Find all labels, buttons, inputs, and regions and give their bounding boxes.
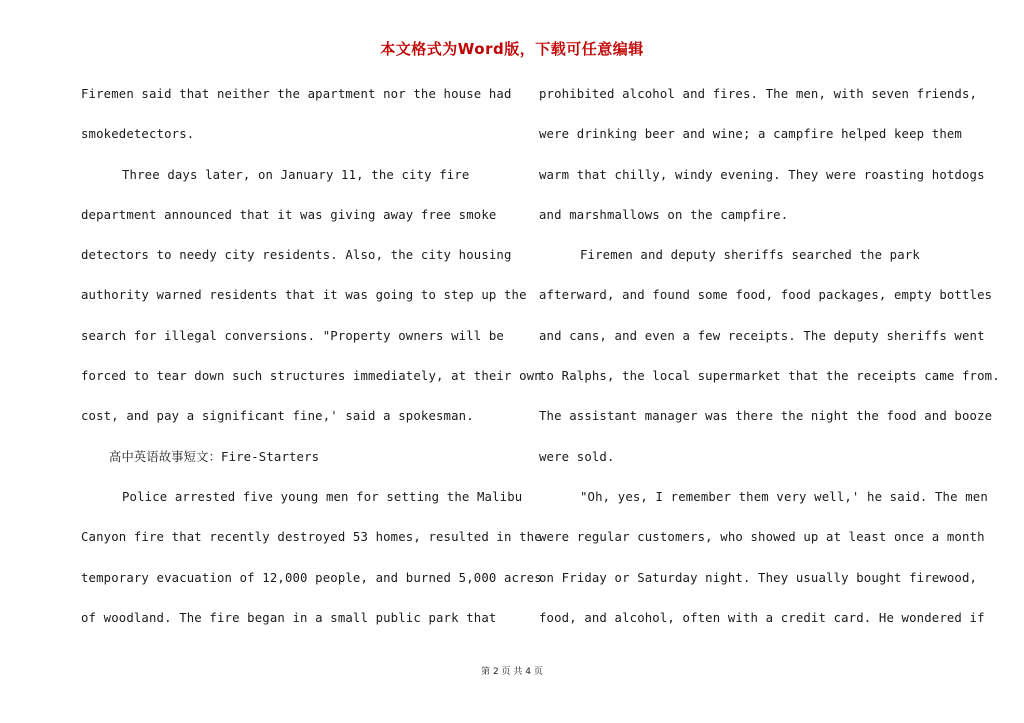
body-text-line: The assistant manager was there the night the food and booze [539,409,993,424]
body-text-line: cost, and pay a significant fine,' said a spokesman. [81,409,474,424]
body-text-line: temporary evacuation of 12,000 people, and burned 5,000 acres [81,570,542,585]
body-text-line: prohibited alcohol and fires. The men, with seven friends, [539,87,978,101]
left-text-column [81,84,542,648]
body-text-line: to Ralphs, the local supermarket that the receipts came from. [539,369,1000,384]
body-text-line: were drinking beer and wine; a campfire helped keep them [539,127,962,142]
body-text-line: warm that chilly, windy evening. They were roasting hotdogs [539,167,985,182]
paragraph-start-line: Police arrested five young men for setting the Malibu [122,489,523,504]
document-header-title: 本文格式为Word版，下载可任意编辑 [380,40,644,58]
body-text-line: and cans, and even a few receipts. The deputy sheriffs went [539,328,985,343]
section-heading: 高中英语故事短文：Fire-Starters [109,449,320,464]
page-number-footer: 第 2 页 共 4 页 [481,667,543,677]
right-text-column [539,84,1000,648]
body-text-line: afterward, and found some food, food packages, empty bottles [539,288,993,303]
body-text-line: food, and alcohol, often with a credit card. He wondered if [539,610,985,625]
body-text-line: and marshmallows on the campfire. [539,207,789,222]
body-text-line: search for illegal conversions. "Property owners will be [81,328,504,343]
body-text-line: Canyon fire that recently destroyed 53 homes, resulted in the [81,530,542,545]
body-text-line: authority warned residents that it was going to step up the [81,288,527,303]
body-text-line: forced to tear down such structures immediately, at their own [81,369,542,384]
paragraph-start-line: "Oh, yes, I remember them very well,' he said. The men [580,489,988,504]
body-text-line: on Friday or Saturday night. They usually bought firewood, [539,570,978,585]
paragraph-start-line: Three days later, on January 11, the city fire [122,167,470,182]
body-text-line: were sold. [539,449,615,464]
body-text-line: of woodland. The fire began in a small public park that [81,610,497,625]
body-text-line: Firemen said that neither the apartment nor the house had [81,87,512,101]
paragraph-start-line: Firemen and deputy sheriffs searched the park [580,248,920,263]
body-text-line: department announced that it was giving away free smoke [81,207,497,222]
body-text-line: detectors to needy city residents. Also, the city housing [81,248,512,263]
body-text-line: smokedetectors. [81,127,195,142]
body-text-line: were regular customers, who showed up at least once a month [539,530,985,545]
